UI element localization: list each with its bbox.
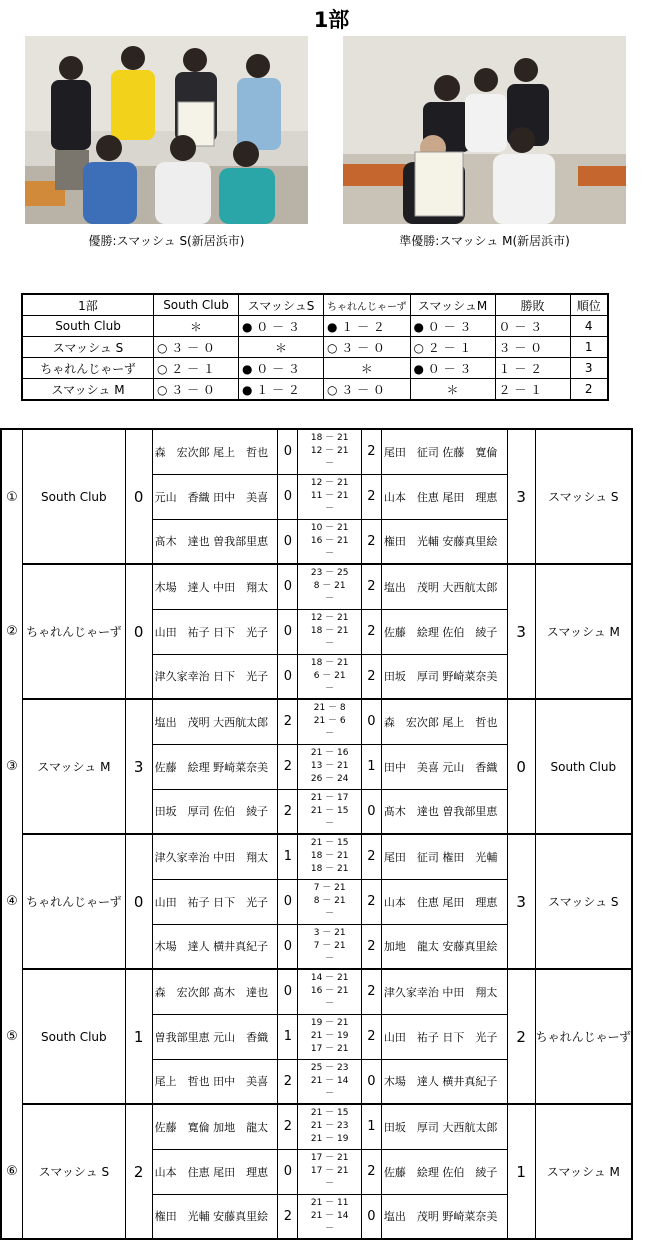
right-pair: 尾田 征司 佐藤 寛倫 <box>381 429 507 474</box>
standings-record: ３ － ０ <box>495 337 570 358</box>
right-pair: 森 宏次郎 尾上 哲也 <box>381 699 507 744</box>
game-score-line: 14 － 21 <box>310 973 349 984</box>
game-score-line: 12 － 21 <box>310 446 349 457</box>
game-score-line: 21 － 19 <box>310 1031 349 1041</box>
left-games-won: 2 <box>278 1194 298 1239</box>
left-pair: 山本 住恵 尾田 理恵 <box>152 1149 278 1194</box>
standings-result: ● ０ － ３ <box>239 358 324 379</box>
right-games-won: 2 <box>362 609 382 654</box>
game-scores <box>298 1014 362 1059</box>
standings-rank: 1 <box>570 337 608 358</box>
match-right-team: スマッシュ S <box>535 429 632 564</box>
left-games-won: 0 <box>278 924 298 969</box>
match-left-team: South Club <box>22 969 125 1104</box>
game-scores <box>298 789 362 834</box>
game-score-line: 21 － 19 <box>310 1134 349 1145</box>
match-game-row <box>1 969 632 1014</box>
game-score-line: － <box>325 639 335 649</box>
standings-team: ちゃれんじゃーず <box>22 358 154 379</box>
game-score-line: 18 － 21 <box>310 851 349 862</box>
left-pair: 権田 光輔 安藤真里絵 <box>152 1194 278 1239</box>
left-games-won: 0 <box>278 654 298 699</box>
match-right-team: South Club <box>535 699 632 834</box>
game-score-line: － <box>325 1223 335 1234</box>
game-score-line: 26 － 24 <box>310 774 349 784</box>
game-score-line: － <box>325 459 335 470</box>
match-game-row <box>1 564 632 609</box>
match-results-table <box>0 428 633 1240</box>
game-score-line: 21 － 15 <box>310 838 349 849</box>
match-left-total: 3 <box>125 699 152 834</box>
match-number: ① <box>6 489 18 505</box>
game-score-line: 25 － 23 <box>310 1062 349 1073</box>
right-pair: 佐藤 絵理 佐伯 綾子 <box>381 1149 507 1194</box>
left-pair: 山田 祐子 日下 光子 <box>152 879 278 924</box>
standings-result: ＊ <box>410 379 495 401</box>
right-pair: 佐藤 絵理 佐伯 綾子 <box>381 609 507 654</box>
header-division: 1部 <box>22 294 154 316</box>
right-games-won: 1 <box>362 1104 382 1149</box>
match-game-row <box>1 1104 632 1149</box>
left-games-won: 2 <box>278 1059 298 1104</box>
right-pair: 山田 祐子 日下 光子 <box>381 1014 507 1059</box>
winner-caption: 優勝:スマッシュ S(新居浜市) <box>88 234 245 248</box>
game-score-line: 12 － 21 <box>310 478 349 488</box>
standings-row <box>22 358 608 379</box>
match-right-total: 2 <box>507 969 535 1104</box>
standings-result: ＊ <box>154 316 239 337</box>
right-games-won: 0 <box>362 1059 382 1104</box>
game-score-line: 7 － 21 <box>313 940 346 951</box>
right-games-won: 2 <box>362 924 382 969</box>
game-scores <box>298 564 362 609</box>
game-score-line: 21 － 14 <box>310 1210 349 1221</box>
game-score-line: 21 － 14 <box>310 1075 349 1086</box>
game-score-line: － <box>325 729 335 740</box>
game-score-line: 8 － 21 <box>313 581 346 592</box>
match-left-total: 0 <box>125 429 152 564</box>
game-score-line: 23 － 25 <box>310 568 349 579</box>
game-score-line: 18 － 21 <box>310 657 349 668</box>
left-games-won: 1 <box>278 834 298 879</box>
standings-result: ○ ３ － ０ <box>154 337 239 358</box>
standings-result: ○ ２ － １ <box>154 358 239 379</box>
match-right-total: 1 <box>507 1104 535 1239</box>
match-number: ⑤ <box>6 1029 18 1044</box>
left-games-won: 0 <box>278 519 298 564</box>
right-pair: 塩出 茂明 野崎菜奈美 <box>381 1194 507 1239</box>
game-score-line: 21 － 17 <box>310 792 349 803</box>
game-score-line: 13 － 21 <box>310 761 349 771</box>
standings-header-row <box>22 294 608 316</box>
left-pair: 木場 達人 横井真紀子 <box>152 924 278 969</box>
game-score-line: － <box>325 504 335 514</box>
right-games-won: 0 <box>362 789 382 834</box>
header-col: スマッシュS <box>239 294 324 316</box>
left-pair: 田坂 厚司 佐伯 綾子 <box>152 789 278 834</box>
match-left-total: 2 <box>125 1104 152 1239</box>
game-score-line: 6 － 21 <box>313 670 346 681</box>
game-score-line: － <box>325 818 335 829</box>
game-scores <box>298 1194 362 1239</box>
left-games-won: 0 <box>278 609 298 654</box>
game-score-line: 21 － 15 <box>310 805 349 816</box>
game-scores <box>298 609 362 654</box>
left-pair: 佐藤 絵理 野崎菜奈美 <box>152 744 278 789</box>
game-scores <box>298 744 362 789</box>
game-scores <box>298 699 362 744</box>
header-col: South Club <box>154 294 239 316</box>
game-score-line: 21 － 16 <box>310 748 349 758</box>
game-scores <box>298 654 362 699</box>
game-score-line: 21 － 8 <box>313 703 346 714</box>
game-scores <box>298 969 362 1014</box>
game-score-line: 16 － 21 <box>310 535 349 546</box>
game-score-line: － <box>325 548 335 559</box>
match-right-total: 0 <box>507 699 535 834</box>
match-game-row <box>1 429 632 474</box>
game-score-line: 8 － 21 <box>313 896 346 906</box>
game-score-line: 18 － 21 <box>310 626 349 636</box>
left-pair: 木場 達人 中田 翔太 <box>152 564 278 609</box>
left-games-won: 2 <box>278 699 298 744</box>
match-right-total: 3 <box>507 834 535 969</box>
game-score-line: 12 － 21 <box>310 613 349 623</box>
header-col: ちゃれんじゃーず <box>324 294 411 316</box>
standings-row <box>22 316 608 337</box>
match-number: ④ <box>6 894 18 909</box>
game-score-line: 18 － 21 <box>310 433 349 444</box>
header-col: スマッシュM <box>410 294 495 316</box>
left-games-won: 2 <box>278 789 298 834</box>
right-pair: 塩出 茂明 大西航太郎 <box>381 564 507 609</box>
left-games-won: 2 <box>278 744 298 789</box>
standings-team: South Club <box>22 316 154 337</box>
right-pair: 田坂 厚司 大西航太郎 <box>381 1104 507 1149</box>
header-rank: 順位 <box>570 294 608 316</box>
right-games-won: 1 <box>362 744 382 789</box>
right-games-won: 2 <box>362 564 382 609</box>
runnerup-caption: 準優勝:スマッシュ M(新居浜市) <box>399 234 570 248</box>
standings-result: ○ ３ － ０ <box>154 379 239 401</box>
game-score-line: － <box>325 953 335 964</box>
game-score-line: 21 － 23 <box>310 1121 349 1132</box>
right-games-won: 2 <box>362 834 382 879</box>
standings-result: ○ ３ － ０ <box>324 379 411 401</box>
standings-rank: 3 <box>570 358 608 379</box>
right-games-won: 2 <box>362 654 382 699</box>
match-right-team: スマッシュ M <box>535 564 632 699</box>
match-game-row <box>1 699 632 744</box>
left-pair: 塩出 茂明 大西航太郎 <box>152 699 278 744</box>
right-games-won: 2 <box>362 429 382 474</box>
match-left-total: 1 <box>125 969 152 1104</box>
standings-team: スマッシュ S <box>22 337 154 358</box>
left-games-won: 1 <box>278 1014 298 1059</box>
left-games-won: 0 <box>278 429 298 474</box>
game-score-line: 7 － 21 <box>313 883 346 893</box>
standings-row <box>22 337 608 358</box>
match-right-total: 3 <box>507 564 535 699</box>
right-pair: 山本 住恵 尾田 理恵 <box>381 474 507 519</box>
match-number: ③ <box>6 759 18 774</box>
game-score-line: 21 － 11 <box>310 1197 349 1208</box>
standings-row <box>22 379 608 401</box>
left-pair: 森 宏次郎 尾上 哲也 <box>152 429 278 474</box>
game-score-line: 17 － 21 <box>310 1153 349 1163</box>
match-right-team: ちゃれんじゃーず <box>535 969 632 1104</box>
match-left-total: 0 <box>125 834 152 969</box>
match-game-row <box>1 834 632 879</box>
left-pair: 佐藤 寛倫 加地 龍太 <box>152 1104 278 1149</box>
game-score-line: － <box>325 683 335 694</box>
game-score-line: 18 － 21 <box>310 864 349 875</box>
left-games-won: 0 <box>278 1149 298 1194</box>
game-scores <box>298 879 362 924</box>
game-score-line: 3 － 21 <box>313 927 346 938</box>
game-score-line: － <box>325 1179 335 1189</box>
game-score-line: － <box>325 594 335 605</box>
winner-team-photo <box>25 36 308 224</box>
game-scores <box>298 924 362 969</box>
standings-result: ○ ２ － １ <box>410 337 495 358</box>
game-score-line: 21 － 15 <box>310 1108 349 1119</box>
right-games-won: 2 <box>362 969 382 1014</box>
match-left-team: ちゃれんじゃーず <box>22 834 125 969</box>
right-games-won: 2 <box>362 474 382 519</box>
right-pair: 津久家幸治 中田 翔太 <box>381 969 507 1014</box>
game-score-line: 17 － 21 <box>310 1166 349 1176</box>
standings-result: ＊ <box>239 337 324 358</box>
left-games-won: 0 <box>278 564 298 609</box>
standings-result: ○ ３ － ０ <box>324 337 411 358</box>
header-record: 勝敗 <box>495 294 570 316</box>
standings-result: ● １ － ２ <box>324 316 411 337</box>
right-pair: 山本 住恵 尾田 理恵 <box>381 879 507 924</box>
game-scores <box>298 834 362 879</box>
standings-record: ０ － ３ <box>495 316 570 337</box>
standings-result: ● ０ － ３ <box>410 316 495 337</box>
game-scores <box>298 1104 362 1149</box>
right-pair: 尾田 征司 権田 光輔 <box>381 834 507 879</box>
game-score-line: － <box>325 1088 335 1099</box>
left-pair: 森 宏次郎 髙木 達也 <box>152 969 278 1014</box>
standings-rank: 4 <box>570 316 608 337</box>
right-games-won: 0 <box>362 699 382 744</box>
left-games-won: 2 <box>278 1104 298 1149</box>
game-score-line: － <box>325 999 335 1010</box>
standings-table <box>21 293 609 401</box>
left-pair: 山田 祐子 日下 光子 <box>152 609 278 654</box>
standings-team: スマッシュ M <box>22 379 154 401</box>
game-scores <box>298 519 362 564</box>
right-pair: 権田 光輔 安藤真里絵 <box>381 519 507 564</box>
standings-result: ＊ <box>324 358 411 379</box>
standings-rank: 2 <box>570 379 608 401</box>
game-score-line: 10 － 21 <box>310 522 349 533</box>
right-pair: 髙木 達也 曽我部里恵 <box>381 789 507 834</box>
right-pair: 田中 美喜 元山 香織 <box>381 744 507 789</box>
right-pair: 田坂 厚司 野崎菜奈美 <box>381 654 507 699</box>
game-score-line: － <box>325 909 335 919</box>
match-left-team: ちゃれんじゃーず <box>22 564 125 699</box>
match-number: ⑥ <box>6 1163 18 1179</box>
left-pair: 髙木 達也 曽我部里恵 <box>152 519 278 564</box>
page-title: 1部 <box>313 8 350 32</box>
right-games-won: 0 <box>362 1194 382 1239</box>
standings-result: ● ０ － ３ <box>410 358 495 379</box>
left-games-won: 0 <box>278 474 298 519</box>
standings-result: ● ０ － ３ <box>239 316 324 337</box>
match-right-team: スマッシュ M <box>535 1104 632 1239</box>
left-pair: 曽我部里恵 元山 香織 <box>152 1014 278 1059</box>
match-left-team: スマッシュ M <box>22 699 125 834</box>
game-scores <box>298 429 362 474</box>
left-pair: 津久家幸治 日下 光子 <box>152 654 278 699</box>
game-score-line: 19 － 21 <box>310 1018 349 1028</box>
right-pair: 木場 達人 横井真紀子 <box>381 1059 507 1104</box>
game-scores <box>298 1059 362 1104</box>
standings-record: １ － ２ <box>495 358 570 379</box>
left-pair: 津久家幸治 中田 翔太 <box>152 834 278 879</box>
match-number: ② <box>6 624 18 639</box>
match-left-team: South Club <box>22 429 125 564</box>
match-right-total: 3 <box>507 429 535 564</box>
right-games-won: 2 <box>362 1149 382 1194</box>
game-score-line: 17 － 21 <box>310 1044 349 1054</box>
game-score-line: 21 － 6 <box>313 716 346 727</box>
match-left-team: スマッシュ S <box>22 1104 125 1239</box>
right-pair: 加地 龍太 安藤真里絵 <box>381 924 507 969</box>
left-pair: 尾上 哲也 田中 美喜 <box>152 1059 278 1104</box>
right-games-won: 2 <box>362 519 382 564</box>
left-games-won: 0 <box>278 879 298 924</box>
game-scores <box>298 1149 362 1194</box>
game-scores <box>298 474 362 519</box>
left-pair: 元山 香織 田中 美喜 <box>152 474 278 519</box>
standings-result: ● １ － ２ <box>239 379 324 401</box>
match-left-total: 0 <box>125 564 152 699</box>
standings-record: ２ － １ <box>495 379 570 401</box>
runnerup-team-photo <box>343 36 626 224</box>
game-score-line: 16 － 21 <box>310 986 349 997</box>
right-games-won: 2 <box>362 1014 382 1059</box>
right-games-won: 2 <box>362 879 382 924</box>
match-right-team: スマッシュ S <box>535 834 632 969</box>
left-games-won: 0 <box>278 969 298 1014</box>
game-score-line: 11 － 21 <box>310 491 349 501</box>
